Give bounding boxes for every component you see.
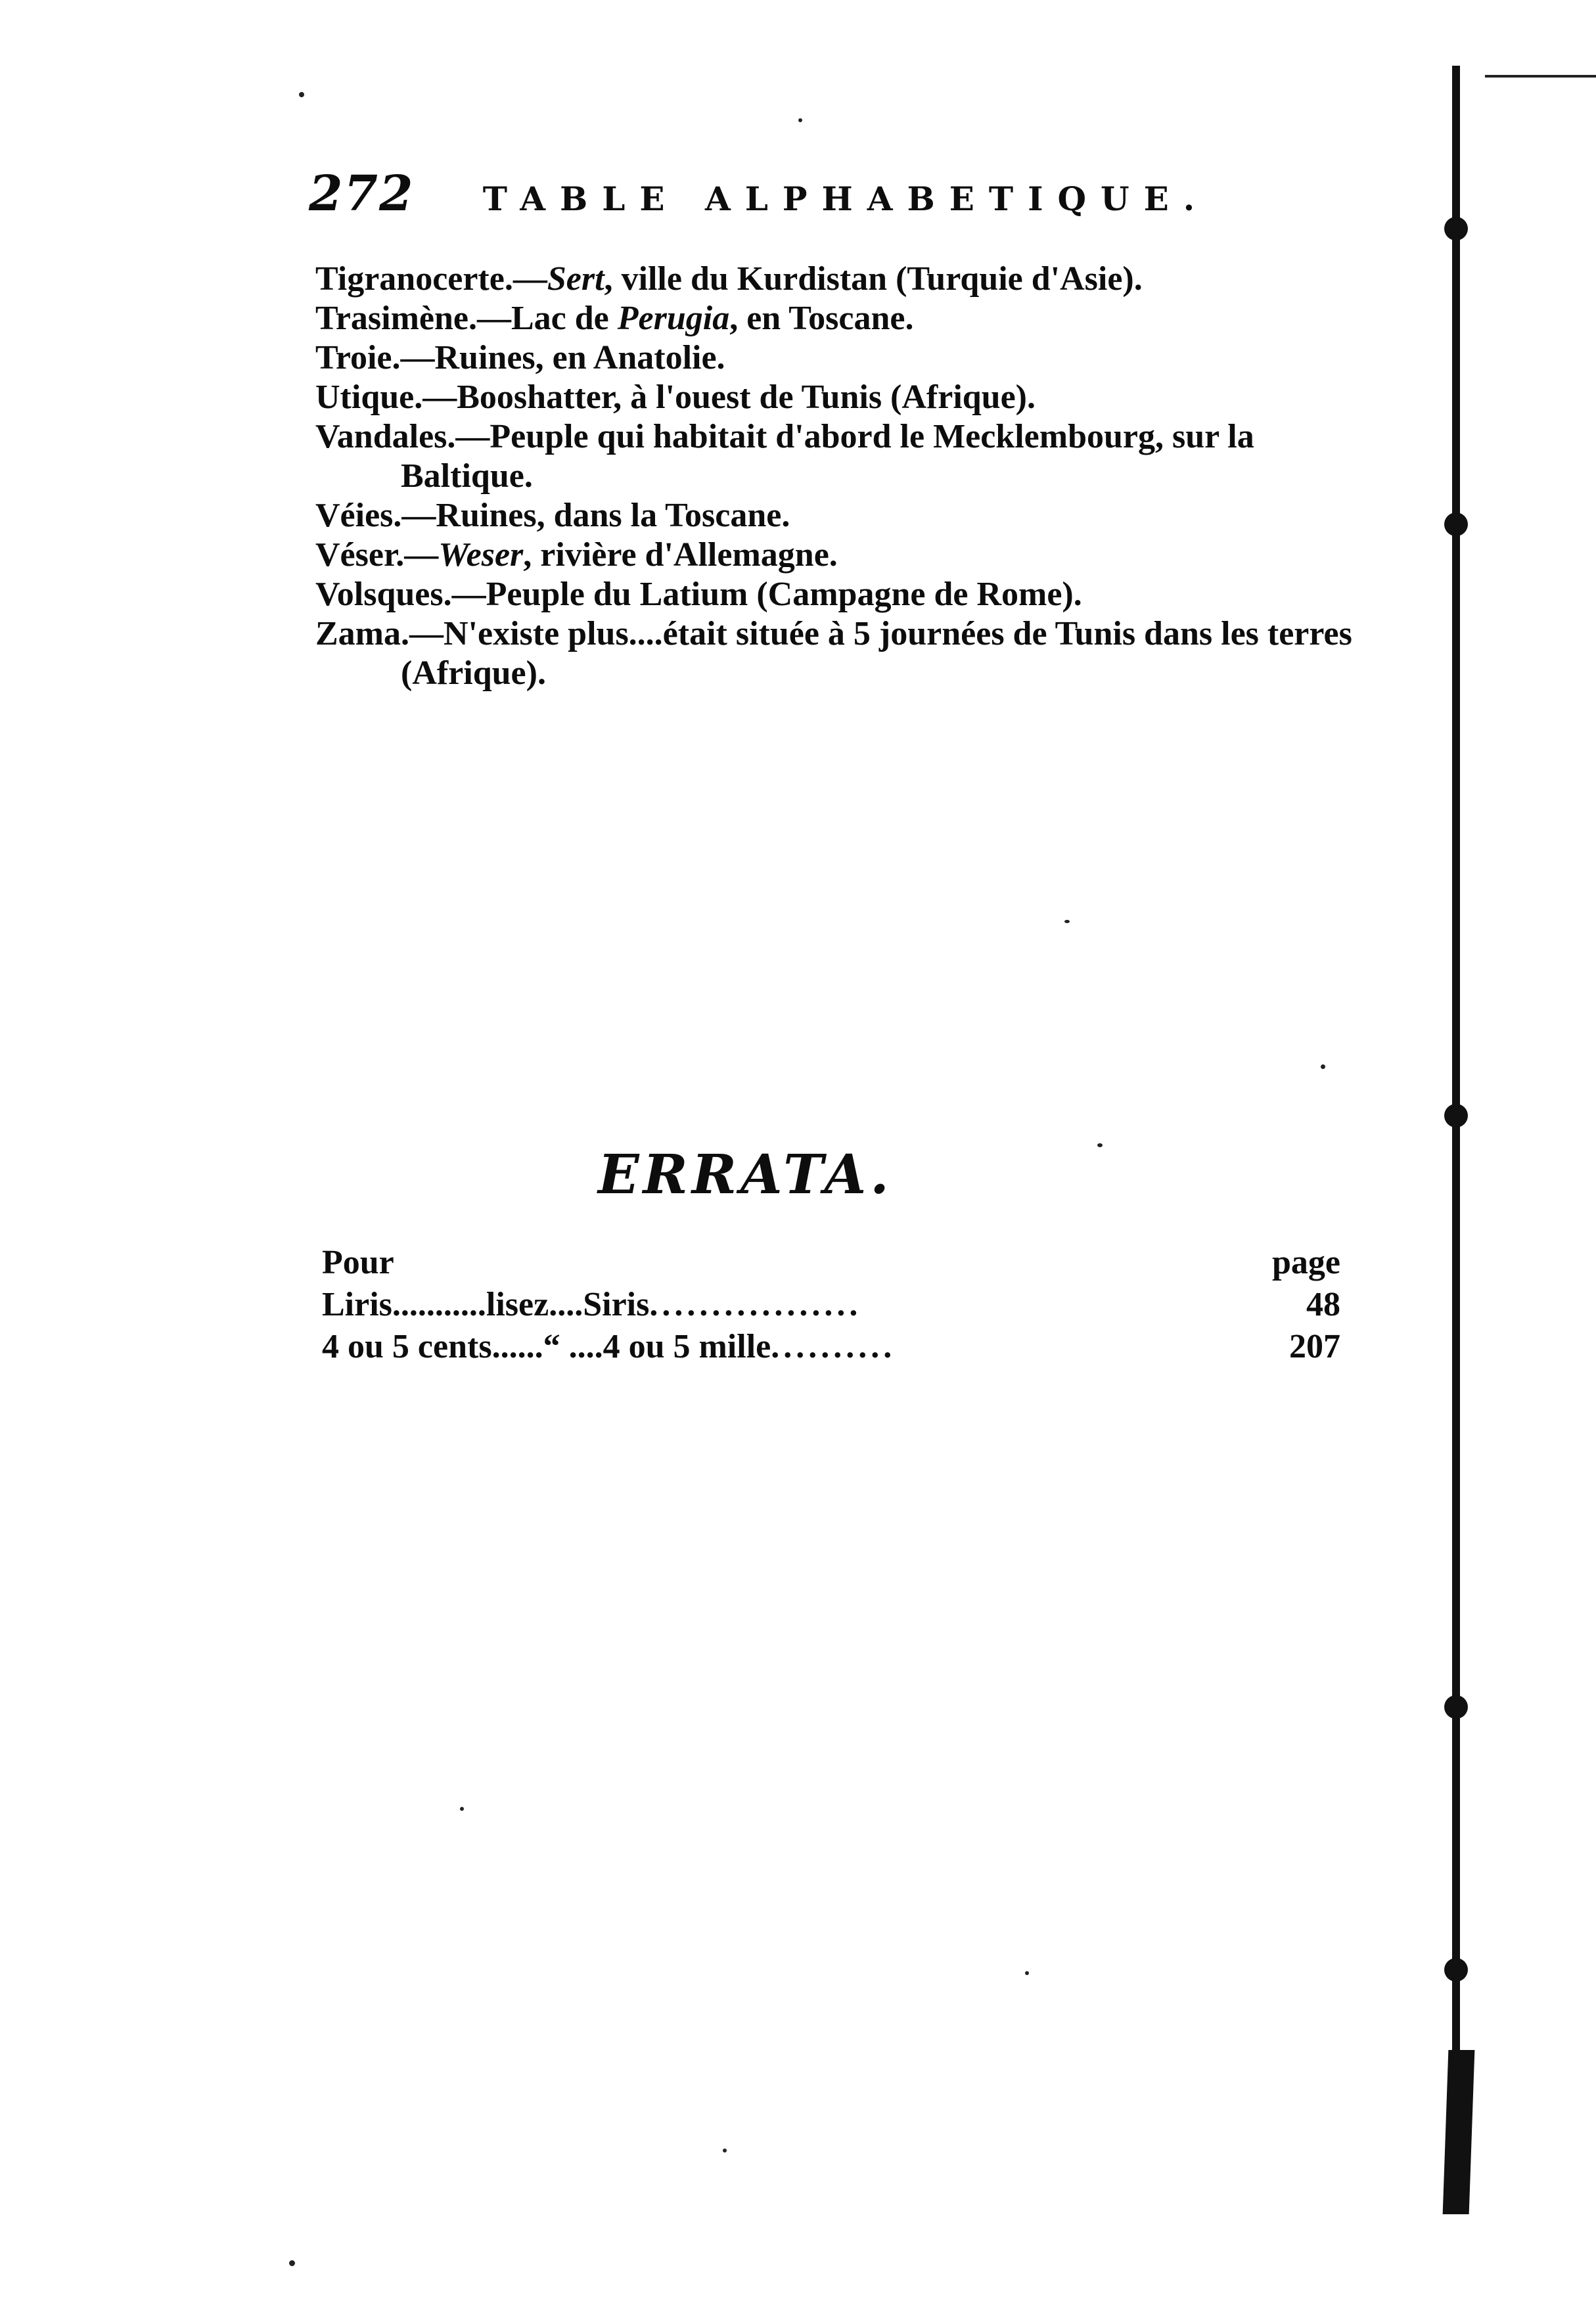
page-number: 272 [309, 166, 415, 222]
errata-leader: ................. [649, 1286, 862, 1323]
index-term: Véser. [315, 536, 405, 574]
errata-row [322, 1326, 1340, 1368]
index-definition: N'existe plus....était située à 5 journées de Tunis dans les terres (Afrique). [401, 615, 1352, 692]
scan-speck [460, 1807, 464, 1811]
scan-speck [798, 118, 802, 122]
binding-knot [1444, 217, 1468, 240]
index-entry [315, 417, 1367, 496]
errata-leader: ........... [392, 1286, 486, 1323]
scan-speck [1064, 920, 1070, 923]
index-modern-name: Sert [547, 260, 604, 298]
index-entry [315, 338, 1367, 378]
index-term: Volsques. [315, 576, 452, 613]
errata-page: 207 [1289, 1328, 1340, 1365]
binding-knot [1444, 512, 1468, 536]
index-dash: — [451, 576, 486, 613]
scan-speck [1321, 1064, 1325, 1069]
index-term: Troie. [315, 339, 401, 376]
index-dash: — [401, 497, 436, 534]
index-term: Utique. [315, 378, 423, 416]
errata-leader: .......... [771, 1328, 896, 1365]
index-entry [315, 299, 1367, 338]
errata-title: ERRATA. [598, 1143, 893, 1206]
errata-wrong: Liris [322, 1286, 392, 1323]
index-entry [315, 535, 1367, 575]
index-definition: , ville du Kurdistan (Turquie d'Asie). [604, 260, 1143, 298]
index-entry [315, 378, 1367, 417]
errata-wrong: 4 ou 5 cents [322, 1328, 492, 1365]
errata-col-page: page [1272, 1244, 1340, 1281]
index-dash: — [422, 378, 457, 416]
index-modern-name: Weser [438, 536, 524, 574]
errata-correction: lisez....Siris [486, 1286, 650, 1323]
index-dash: — [400, 339, 435, 376]
index-term: Zama. [315, 615, 409, 652]
index-term: Vandales. [315, 418, 456, 455]
errata-page: 48 [1306, 1286, 1340, 1323]
errata-col-pour: Pour [322, 1244, 394, 1281]
index-term: Trasimène. [315, 300, 477, 337]
binding-knot [1444, 1958, 1468, 1982]
index-dash: — [404, 536, 439, 574]
index-entry [315, 260, 1367, 299]
binding-knot [1444, 1104, 1468, 1127]
index-definition: , en Toscane. [729, 300, 914, 337]
errata-row [322, 1284, 1340, 1326]
scan-speck [289, 2260, 295, 2266]
page-header [309, 166, 1209, 222]
errata-rows [322, 1284, 1340, 1368]
errata-table [322, 1242, 1340, 1368]
index-dash: — [455, 418, 490, 455]
index-entry [315, 614, 1367, 693]
index-list [315, 260, 1367, 693]
index-dash: — [409, 615, 444, 652]
scan-speck [1097, 1143, 1103, 1147]
scan-speck [1025, 1971, 1029, 1975]
index-definition: , rivière d'Allemagne. [523, 536, 838, 574]
scan-speck [299, 92, 304, 97]
index-dash: — [513, 260, 547, 298]
binding-knot [1444, 1695, 1468, 1719]
index-definition: Peuple du Latium (Campagne de Rome). [486, 576, 1082, 613]
index-definition: Ruines, dans la Toscane. [436, 497, 790, 534]
errata-leader: ...... [491, 1328, 543, 1365]
index-entry [315, 575, 1367, 614]
index-definition: Booshatter, à l'ouest de Tunis (Afrique). [457, 378, 1036, 416]
index-term: Tigranocerte. [315, 260, 513, 298]
index-definition: Ruines, en Anatolie. [434, 339, 725, 376]
top-edge-rule [1485, 75, 1596, 78]
running-title: TABLE ALPHABETIQUE. [482, 179, 1210, 218]
binding-edge [1452, 66, 1460, 2214]
index-entry [315, 496, 1367, 535]
index-term: Véies. [315, 497, 402, 534]
errata-correction: “ ....4 ou 5 mille [543, 1328, 771, 1365]
scan-speck [723, 2149, 727, 2152]
index-definition: Peuple qui habitait d'abord le Mecklembourg, sur la Baltique. [401, 418, 1254, 495]
index-definition-prefix: Lac de [511, 300, 618, 337]
errata-header-row [322, 1242, 1340, 1284]
index-modern-name: Perugia [617, 300, 730, 337]
index-dash: — [476, 300, 511, 337]
